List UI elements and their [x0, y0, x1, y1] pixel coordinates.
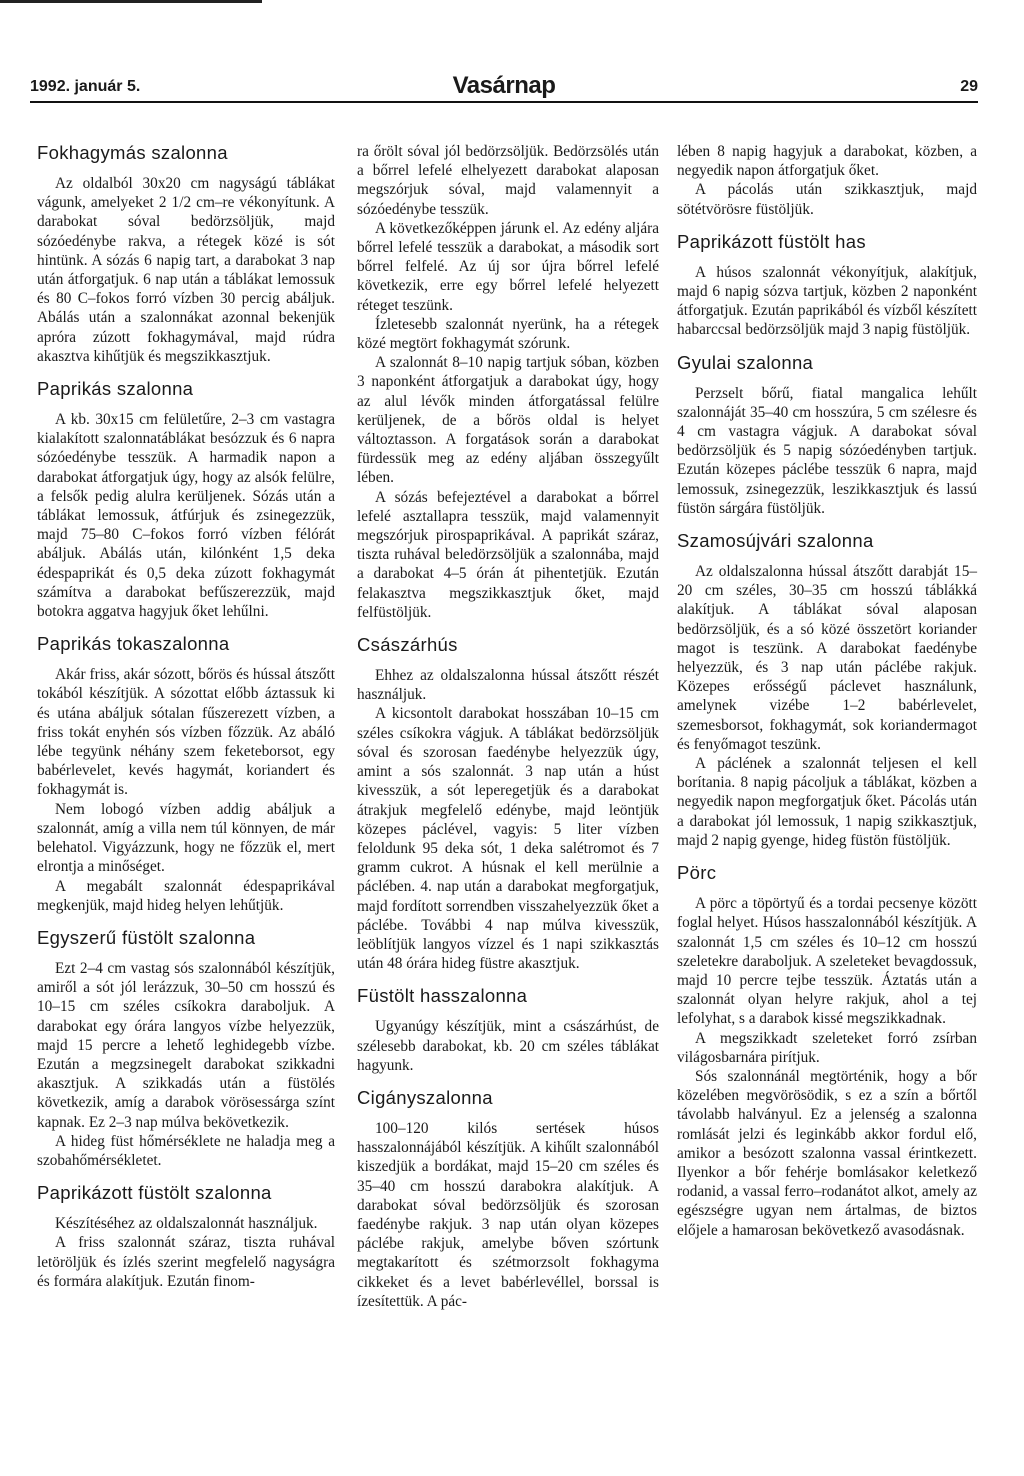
body-paragraph: Az oldalból 30x20 cm nagyságú táblákat vágunk, amelyeket 2 1/2 cm–re vékonyítunk. A darabokat sóval bedörzsöljük, majd sózóedénybe rakva, a rétegek közé is sót hintünk. A sózás 6 napig tart, a darabokat 3 nap után átforgatjuk. 6 nap után a táblákat lemossuk és 80 C–fokos forró vízben 30 percig abáljuk. Abálás után a szalonnákat azonnal bekenjük apróra zúzott fokhagymával, majd rúdra akasztva kihűtjük és megszikkasztjuk.	[37, 175, 335, 365]
recipe-heading: Császárhús	[357, 634, 458, 656]
body-paragraph: A kicsontolt darabokat hosszában 10–15 cm széles csíkokra vágjuk. A táblákat bedörzsöljük sóval és szorosan faedénybe helyezzük úgy, amint a sós szalonnát. 3 nap után a húst kivesszük, a sót leperegetjük és a darabokat átrakjuk megfelelő edénybe, majd leöntjük közepes páclével, vagyis: 5 liter vízben feloldunk 95 deka sót, 1 deka salétromot és 7 gramm cukrot. A húsnak el kell merülnie a páclében. 4. nap után a darabokat megforgatjuk, majd fordított sorrendben visszahelyezzük őket a páclébe. További 4 nap múlva kivesszük, leöblítjük langyos vízzel és 1 napi szikkasztás után 48 órára hideg füstre akasztjuk.	[357, 705, 659, 973]
body-paragraph: Készítéséhez az oldalszalonnát használjuk.	[55, 1215, 318, 1233]
body-paragraph: Akár friss, akár sózott, bőrös és hússal átszőtt tokából készítjük. A sózottat előbb áztassuk ki és utána abáljuk sótalan fűszerezett vízben, a friss tokát enyhén sós vízben főzzük. Az abáló lébe tegyünk néhány szem feketeborsot, egy babérlevelet, kevés hagymát, koriandert és fokhagymát is.	[37, 666, 335, 799]
recipe-heading: Paprikás szalonna	[37, 378, 194, 400]
body-paragraph: A hideg füst hőmérséklete ne haladja meg a szobahőmérsékletet.	[37, 1132, 335, 1169]
body-paragraph: Ehhez az oldalszalonna hússal átszőtt részét használjuk.	[357, 667, 659, 704]
recipe-heading: Szamosújvári szalonna	[677, 530, 874, 552]
body-paragraph: A húsos szalonnát vékonyítjuk, alakítjuk, majd 6 napig sózva tartjuk, közben 2 naponként átforgatjuk. Ezután paprikából és vízből készített habarccsal bedörzsöljük majd 3 napig füstöljük.	[677, 263, 977, 339]
section-title: Vasárnap	[452, 72, 556, 99]
recipe-heading: Paprikázott füstölt has	[677, 230, 866, 252]
recipe-heading: Füstölt hasszalonna	[357, 985, 528, 1007]
body-paragraph: Nem lobogó vízben addig abáljuk a szalonnát, amíg a villa nem túl könnyen, de már belehatol. Vigyázzunk, hogy ne főzzük el, mert elrontja a minőséget.	[37, 800, 335, 876]
recipe-heading: Cigányszalonna	[357, 1086, 493, 1108]
body-paragraph: A friss szalonnát száraz, tiszta ruhával letöröljük és ízlés szerint megfelelő nagyságra és formára alakítjuk. Ezután finom-	[37, 1234, 335, 1290]
body-paragraph: A sózás befejeztével a darabokat a bőrrel lefelé asztallapra tesszük, majd valamennyit megszórjuk pirospaprikával. A paprikát száraz, tiszta ruhával beledörzsöljük a szalonnába, majd a darabokat 4–5 órán át pihentetjük. Ezután felakasztva megszikkasztjuk őket, majd felfüstöljük.	[357, 488, 659, 621]
page-header	[30, 70, 978, 100]
body-paragraph: Ugyanúgy készítjük, mint a császárhúst, de szélesebb darabokat, kb. 20 cm széles táblákat hagyunk.	[357, 1018, 659, 1074]
recipe-heading: Paprikázott füstölt szalonna	[37, 1182, 272, 1204]
body-paragraph: 100–120 kilós sertések húsos hasszalonnájából készítjük. A kihűlt szalonnából kiszedjük a bordákat, majd 15–20 cm széles és 35–40 cm hosszú darabokra alakítjuk. A darabokat sóval bedörzsöljük és szorosan faedénybe rakjuk. 3 nap után olyan közepes páclébe rakjuk, amelybe bőven szórtunk megtakarított és szétmorzsolt fokhagyma cikkeket és a levet babérlevéllel, borssal is ízesítettük. A pác-	[357, 1119, 659, 1310]
top-edge-rule	[0, 0, 262, 3]
page-number: 29	[960, 78, 978, 95]
body-paragraph: A kb. 30x15 cm felületűre, 2–3 cm vastagra kialakított szalonnatáblákat besózzuk és 6 napra sózóedénybe tesszük. A harmadik napon a darabokat átforgatjuk úgy, hogy az alsók felülre, a felsők pedig alulra kerüljenek. Sózás után a táblákat lemossuk, átfúrjuk és zsinegezzük, majd 75–80 C–fokos forró vízben félórát abáljuk. Abálás után, kilónként 1,5 deka édespaprikát és 0,5 deka zúzott fokhagymát számítva a darabokat befűszerezzük, majd botokra aggatva hagyjuk őket lehűlni.	[37, 411, 335, 621]
body-paragraph: Sós szalonnánál megtörténik, hogy a bőr közelében megvörösödik, s ez a szín a bőrtől távolabb halványul. Ez a jelenség a szalonna romlását jelzi és leginkább akkor fordul elő, amikor a besózott szalonna vassal érintkezett. Ilyenkor a bőr fehérje bomlásakor keletkező rodanid, a vassal ferro–rodanátot alkot, amely az egészségre ugyan nem ártalmas, de biztos előjele a hamarosan bekövetkező avasodásnak.	[677, 1067, 977, 1239]
body-paragraph: A pácolás után szikkasztjuk, majd sötétvörösre füstöljük.	[677, 181, 977, 218]
body-paragraph: A megabált szalonnát édespaprikával megkenjük, majd hideg helyen lehűtjük.	[37, 877, 335, 914]
body-paragraph: A páclének a szalonnát teljesen el kell borítania. 8 napig pácoljuk a táblákat, közben a negyedik napon megforgatjuk őket. Pácolás után a darabokat jól lemossuk, 1 napig szikkasztjuk, majd 2 napig gyenge, hideg füstön füstöljük.	[677, 755, 977, 849]
body-paragraph: Ezt 2–4 cm vastag sós szalonnából készítjük, amiről a sót jól lerázzuk, 30–50 cm hosszú és 10–15 cm széles csíkokra daraboljuk. A darabokat egy órára langyos vízbe helyezzük, majd 15 percre a lehető leghidegebb vízbe. Ezután a megzsinegelt darabokat szikkadni akasztjuk. A szikkadás után a füstölés következik, amíg a darabok vörösessárga színt kapnak. Ez 2–3 nap múlva bekövetkezik.	[37, 959, 335, 1131]
body-paragraph: A szalonnát 8–10 napig tartjuk sóban, közben 3 naponként átforgatjuk a darabokat úgy, hogy az alul lévők minden átforgatással felülre kerüljenek, de a bőrös oldal is helyet változtasson. A forgatások során a darabokat fürdessük meg az edény aljában összegyűlt lében.	[357, 354, 659, 487]
recipe-heading: Pörc	[677, 862, 717, 884]
body-paragraph: A pörc a töpörtyű és a tordai pecsenye között foglal helyet. Húsos hasszalonnából készítjük. A szalonnát 1,5 cm széles és 10–12 cm hosszú szeletekre daraboljuk. A szeleteket bevagdossuk, majd 10 percre tejbe tesszük. Áztatás után a szalonnát olyan helyre rakjuk, ahol a tej lefolyhat, s a darabok kissé megszikkadnak.	[677, 895, 977, 1028]
header-rule	[30, 101, 978, 103]
recipe-heading: Paprikás tokaszalonna	[37, 633, 230, 655]
body-paragraph: ra őrölt sóval jól bedörzsöljük. Bedörzsölés után a bőrrel lefelé elhelyezett darabokat alaposan megszórjuk sóval, majd valamennyit a sózóedénybe tesszük.	[357, 143, 659, 218]
recipe-heading: Fokhagymás szalonna	[37, 142, 228, 163]
body-paragraph: Az oldalszalonna hússal átszőtt darabját 15–20 cm széles, 30–35 cm hosszú táblákká alakítjuk. A táblákat sóval alaposan bedörzsöljük, és a só közé összetört koriander magot is teszünk. A darabokat faedénybe helyezzük, és 3 nap után páclébe rakjuk. Közepes erősségű páclevet használunk, amelynek vizébe 1–2 babérlevelet, szemesborsot, fokhagymát, sok koriandermagot és fenyőmagot teszünk.	[677, 563, 977, 753]
recipe-heading: Egyszerű füstölt szalonna	[37, 926, 256, 948]
body-paragraph: lében 8 napig hagyjuk a darabokat, közben, a negyedik napon átforgatjuk őket.	[677, 143, 977, 180]
body-paragraph: A következőképpen járunk el. Az edény aljára bőrrel lefelé tesszük a darabokat, a második sort bőrrel felfelé. Az új sor újra bőrrel lefelé következik, erre egy bőrrel lefelé helyezett réteget teszünk.	[357, 219, 659, 314]
body-paragraph: Perzselt bőrű, fiatal mangalica lehűlt szalonnáját 35–40 cm hosszúra, 5 cm szélesre és 4 cm vastagra vágjuk. A darabokat sóval bedörzsöljük és 5 napig sózóedényben tartjuk. Ezután közepes páclébe tesszük 6 napra, majd lemossuk, zsinegezzük, leszikkasztjuk és lassú füstön sárgára füstöljük.	[677, 384, 977, 517]
issue-date: 1992. január 5.	[30, 78, 141, 95]
body-paragraph: Ízletesebb szalonnát nyerünk, ha a rétegek közé megtört fokhagymát szórunk.	[357, 315, 659, 353]
article-column-1	[37, 142, 335, 1291]
recipe-heading: Gyulai szalonna	[677, 351, 814, 373]
body-paragraph: A megszikkadt szeleteket forró zsírban világosbarnára pirítjuk.	[677, 1029, 977, 1066]
article-column-3	[677, 142, 977, 1240]
article-column-2	[357, 142, 659, 1311]
